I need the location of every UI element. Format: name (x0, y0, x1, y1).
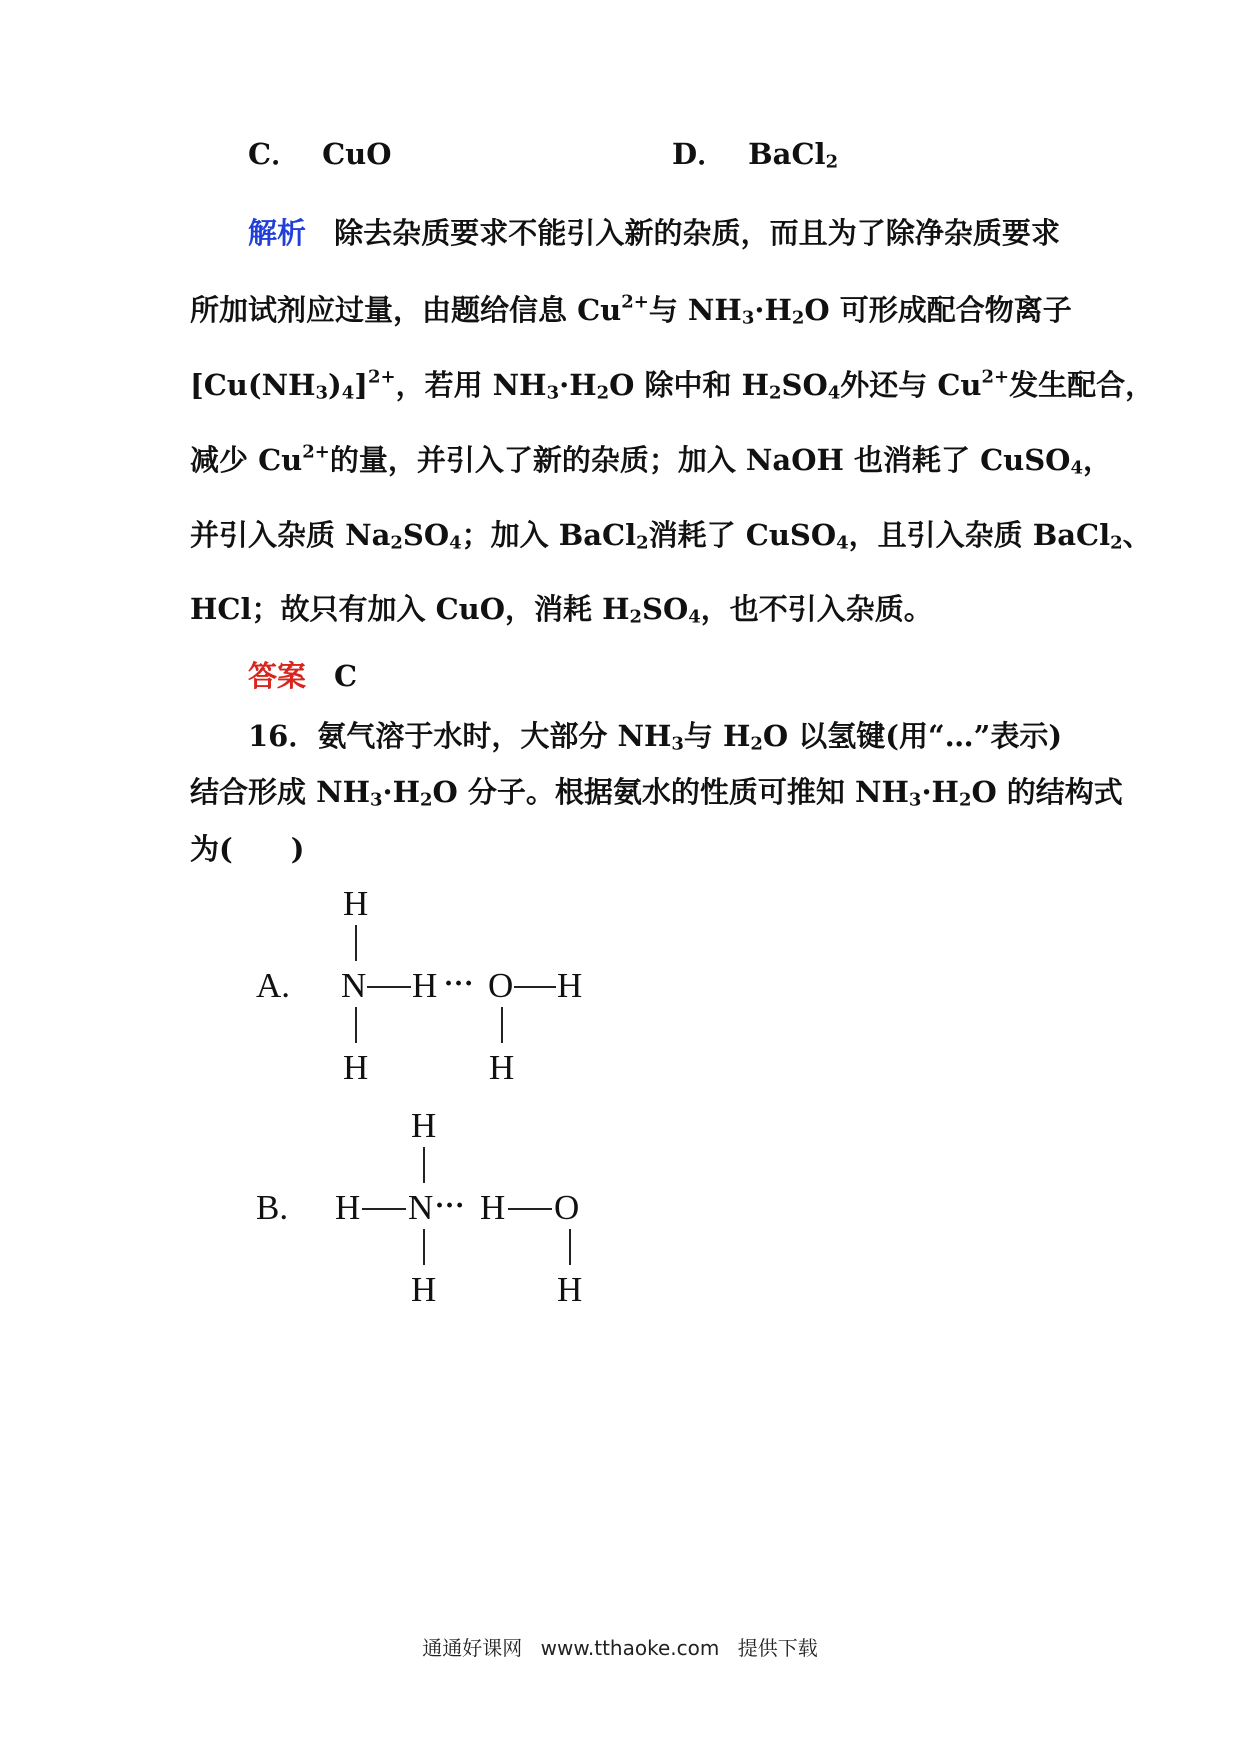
structure-b-h-left: H (335, 1188, 361, 1227)
structure-b-bond-oh-bottom (569, 1229, 571, 1265)
structure-a-bond-nh-bottom (355, 1007, 357, 1043)
option-c (248, 134, 392, 174)
analysis-line-5: 并引入杂质 $Na_2SO_4$；加入 BaCl$_2$消耗了 CuSO$_4$，且引入杂质 BaCl$_2$、 (190, 518, 1152, 554)
analysis-line-2: 所加试剂应过量，由题给信息 $Cu^{2+}$与 $NH_3\cdot H_2O$ 可形成配合物离子 (190, 291, 1072, 329)
structure-a-h-bridge: H (412, 966, 438, 1005)
analysis-line-6: HCl；故只有加入 CuO，消耗 $H_2SO_4$，也不引入杂质。 (190, 592, 933, 628)
structure-a-bond-oh (514, 986, 556, 988)
analysis-line-4: 减少 $Cu^{2+}$的量，并引入了新的杂质；加入 NaOH 也消耗了 CuSO$_4$， (190, 441, 1112, 479)
footer-site-name: 通通好课网 (422, 1636, 523, 1660)
structure-a-bond-nh (367, 986, 411, 988)
structure-a-h-top: H (343, 884, 369, 923)
structure-b-bond-hn (362, 1208, 406, 1210)
structure-b-n: N (408, 1188, 434, 1227)
page-footer (0, 1632, 1240, 1661)
option-c-text: CuO (322, 137, 392, 171)
structure-b-label: B. (256, 1188, 289, 1227)
option-c-label: C． (248, 137, 301, 171)
option-d: D． BaCl$_2$ (672, 137, 839, 173)
structure-b-bond-nh-top (423, 1147, 425, 1183)
structure-a-h-o-bottom: H (489, 1048, 515, 1087)
question-16-line-3: 为( ) (190, 832, 305, 866)
structure-a-bond-oh-bottom (501, 1007, 503, 1043)
structure-b-h-top: H (411, 1106, 437, 1145)
option-d-label: D． (672, 137, 727, 171)
structure-a-o: O (488, 966, 514, 1005)
structure-b-o: O (554, 1188, 580, 1227)
structure-b-bond-nh-bottom (423, 1229, 425, 1265)
structure-b-h-o-bottom: H (557, 1270, 583, 1309)
answer-value: C (334, 659, 358, 693)
structure-a-h-right: H (557, 966, 583, 1005)
footer-suffix: 提供下载 (737, 1636, 818, 1660)
structure-a-label: A. (256, 966, 291, 1005)
question-16-line-1: 16．氨气溶于水时，大部分 $NH_3$与 $H_2O$ 以氢键(用“…”表示) (248, 719, 1063, 755)
structure-b-h-bridge: H (480, 1188, 506, 1227)
structure-b-bond-ho (508, 1208, 552, 1210)
structure-b-hydrogen-bond: ··· (435, 1191, 466, 1221)
answer-line (248, 656, 1060, 696)
structure-a-n: N (341, 966, 367, 1005)
question-16-line-2: 结合形成 $NH_3\cdot H_2O$ 分子。根据氨水的性质可推知 $NH_3\cdot H_2O$ 的结构式 (190, 775, 1123, 811)
option-d-text: BaCl (748, 137, 826, 171)
answer-label: 答案 (248, 659, 307, 693)
structure-a-h-bottom: H (343, 1048, 369, 1087)
analysis-line-1: 解析 除去杂质要求不能引入新的杂质，而且为了除净杂质要求 (248, 216, 1060, 250)
footer-url[interactable]: www.tthaoke.com (540, 1636, 720, 1660)
analysis-label: 解析 (248, 216, 307, 250)
structure-b-h-bottom: H (411, 1270, 437, 1309)
structure-a-bond-nh-top (355, 925, 357, 961)
structure-a-hydrogen-bond: ··· (444, 969, 475, 999)
analysis-line-3: $[Cu(NH_3)_4]^{2+}$，若用 $NH_3\cdot H_2O$ 除中和 $H_2SO_4$外还与 $Cu^{2+}$发生配合， (190, 366, 1155, 404)
